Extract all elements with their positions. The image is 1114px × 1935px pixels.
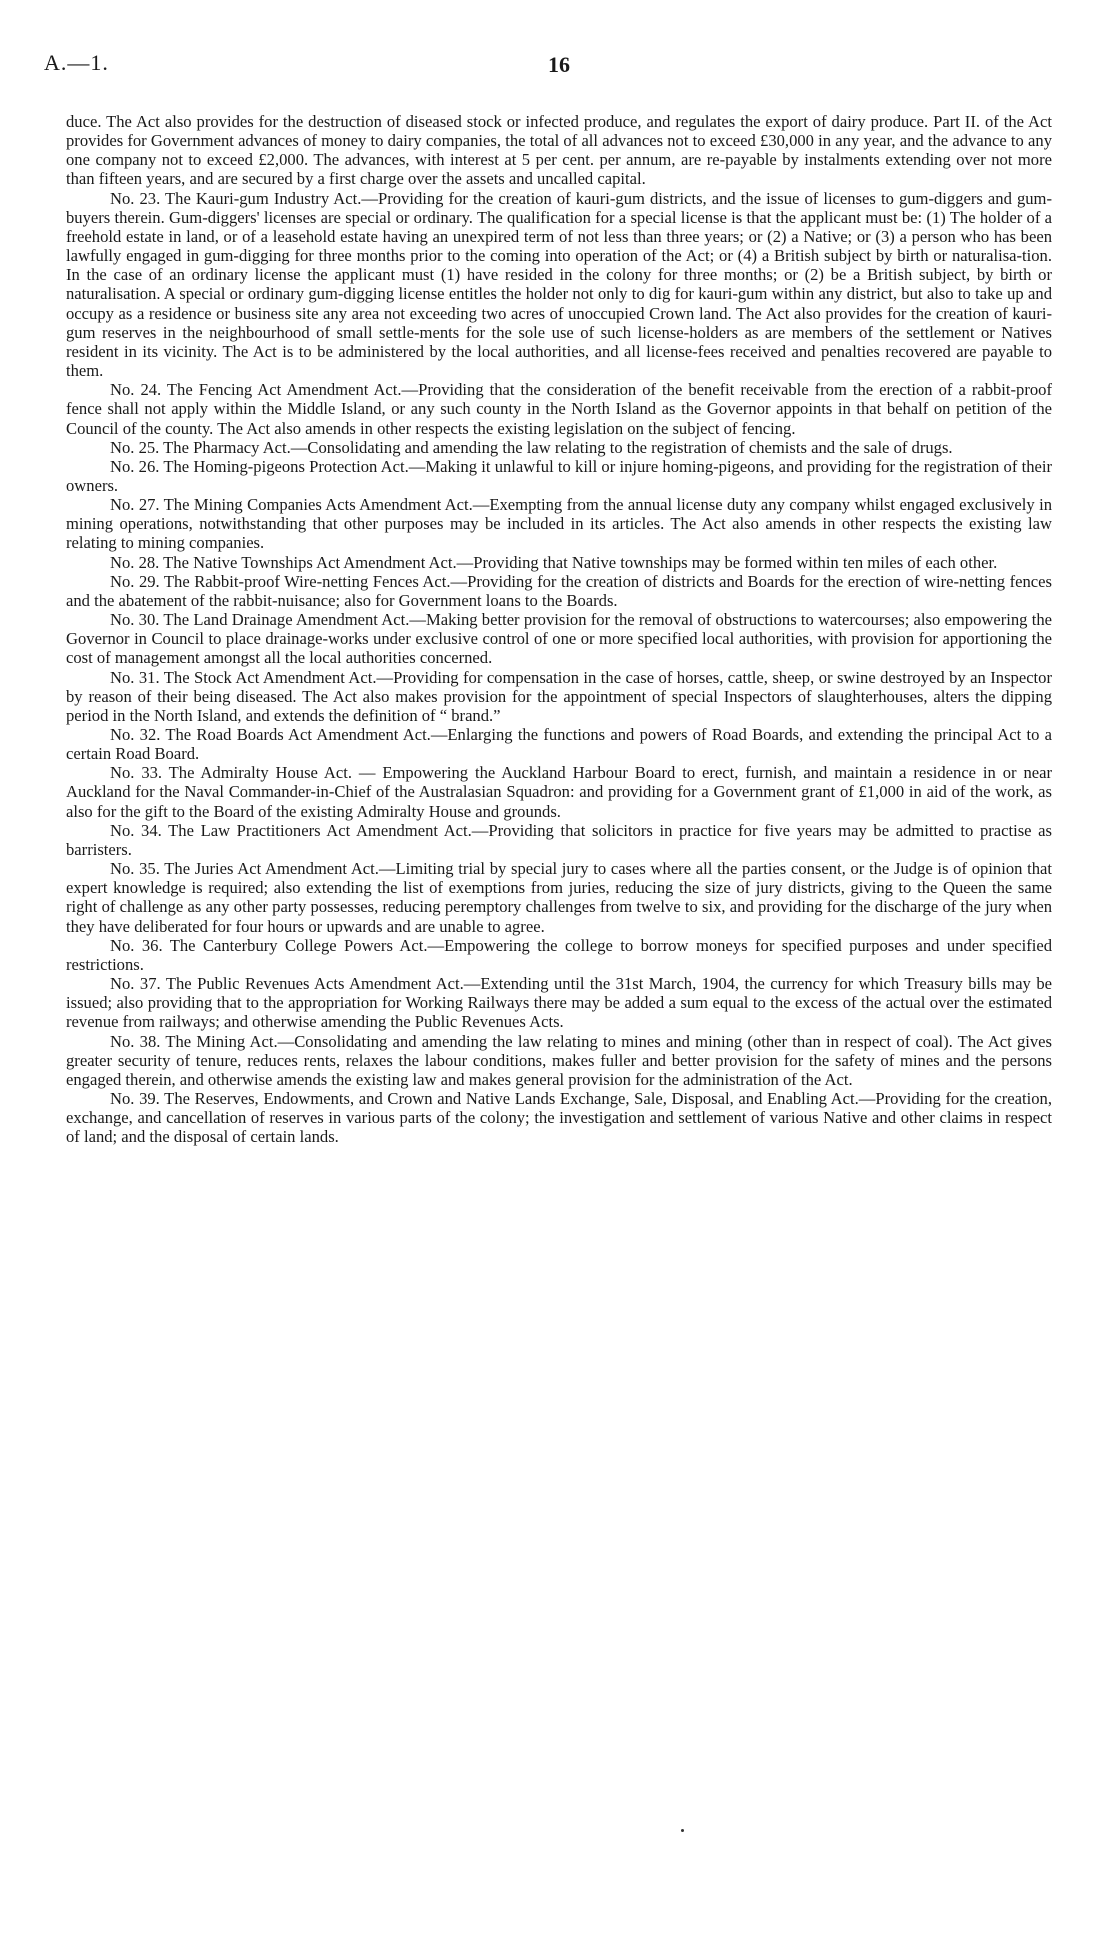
paragraph-act-30: No. 30. The Land Drainage Amendment Act.—Making better provision for the removal of obstructions to watercourses; also empowering the Governor in Council to place drainage-works under exclusive control of one or more specified local authorities, with provision for apportioning the cost of management amongst all the local authorities concerned. <box>66 610 1052 668</box>
paragraph-act-39: No. 39. The Reserves, Endowments, and Crown and Native Lands Exchange, Sale, Disposal, and Enabling Act.—Providing for the creation, exchange, and cancellation of reserves in various parts of the colony; the investigation and settlement of various Native and other claims in respect of land; and the disposal of certain lands. <box>66 1088 1052 1147</box>
paragraph-act-26: No. 26. The Homing-pigeons Protection Act.—Making it unlawful to kill or injure homing-pigeons, and providing for the registration of their owners. <box>66 456 1052 495</box>
paragraph-act-32: No. 32. The Road Boards Act Amendment Act.—Enlarging the functions and powers of Road Boards, and extending the principal Act to a certain Road Board. <box>66 725 1052 764</box>
paragraph-act-37: No. 37. The Public Revenues Acts Amendment Act.—Extending until the 31st March, 1904, the currency for which Treasury bills may be issued; also providing that to the appropriation for Working Railways there may be added a sum equal to the excess of the actual over the estimated revenue from railways; and otherwise amending the Public Revenues Acts. <box>66 974 1052 1032</box>
paragraph-act-23: No. 23. The Kauri-gum Industry Act.—Providing for the creation of kauri-gum districts, and the issue of licenses to gum-diggers and gum-buyers therein. Gum-diggers' licenses are special or ordinary. The qualification for a special license is that the applicant must be: (1) The holder of a freehold estate in land, or of a leasehold estate having an unexpired term of not less than three years; or (2) a Native; or (3) a person who has been lawfully engaged in gum-digging for three months prior to the coming into operation of the Act; or (4) a British subject by birth or naturalisa-tion. In the case of an ordinary license the applicant must (1) have resided in the colony for three months; or (2) be a British subject, by birth or naturalisation. A special or ordinary gum-digging license entitles the holder not only to dig for kauri-gum within any district, but also to take up and occupy as a residence or business site any area not exceeding two acres of unoccupied Crown land. The Act also provides for the creation of kauri-gum reserves in the neighbourhood of small settle-ments for the sole use of such license-holders as are members of the settlement or Natives resident in its vicinity. The Act is to be administered by the local authorities, and all license-fees received and penalties recovered are payable to them. <box>66 188 1052 381</box>
paragraph-act-24: No. 24. The Fencing Act Amendment Act.—Providing that the consideration of the benefit receivable from the erection of a rabbit-proof fence shall not apply within the Middle Island, or any such county in the North Island as the Governor appoints in that behalf on petition of the Council of the county. The Act also amends in other respects the existing legislation on the subject of fencing. <box>66 380 1052 438</box>
body-text <box>66 112 1052 1146</box>
paragraph-act-36: No. 36. The Canterbury College Powers Act.—Empowering the college to borrow moneys for specified purposes and under specified restrictions. <box>66 935 1052 974</box>
paragraph-act-33: No. 33. The Admiralty House Act. — Empowering the Auckland Harbour Board to erect, furnish, and maintain a residence in or near Auckland for the Naval Commander-in-Chief of the Australasian Squadron: and providing for a Government grant of £1,000 in aid of the work, as also for the gift to the Board of the existing Admiralty House and grounds. <box>66 763 1052 821</box>
paragraph-act-25: No. 25. The Pharmacy Act.—Consolidating and amending the law relating to the registration of chemists and the sale of drugs. <box>110 437 953 457</box>
paragraph-act-28: No. 28. The Native Townships Act Amendment Act.—Providing that Native townships may be formed within ten miles of each other. <box>110 552 998 572</box>
stray-ink-dot <box>681 1829 684 1832</box>
paragraph-act-38: No. 38. The Mining Act.—Consolidating and amending the law relating to mines and mining (other than in respect of coal). The Act gives greater security of tenure, reduces rents, relaxes the labour conditions, makes fuller and better provision for the safety of mines and the persons engaged therein, and otherwise amends the existing law and makes general provision for the administration of the Act. <box>66 1031 1052 1089</box>
paragraph-continuation: duce. The Act also provides for the destruction of diseased stock or infected produce, and regulates the export of dairy produce. Part II. of the Act provides for Government advances of money to dairy companies, the total of all advances not to exceed £30,000 in any year, and the advance to any one company not to exceed £2,000. The advances, with interest at 5 per cent. per annum, are re-payable by instalments extending over not more than fifteen years, and are secured by a first charge over the assets and uncalled capital. <box>66 112 1052 189</box>
paragraph-act-29: No. 29. The Rabbit-proof Wire-netting Fences Act.—Providing for the creation of districts and Boards for the erection of wire-netting fences and the abatement of the rabbit-nuisance; also for Government loans to the Boards. <box>66 571 1052 610</box>
page-number: 16 <box>548 52 570 77</box>
page-reference: A.—1. <box>44 50 109 75</box>
paragraph-act-35: No. 35. The Juries Act Amendment Act.—Limiting trial by special jury to cases where all the parties consent, or the Judge is of opinion that expert knowledge is required; also extending the list of exemptions from juries, reducing the size of jury districts, giving to the Queen the same right of challenge as any other party possesses, reducing peremptory challenges from twelve to six, and providing for the discharge of the jury when they have deliberated for four hours or upwards and are unable to agree. <box>66 859 1052 936</box>
paragraph-act-31: No. 31. The Stock Act Amendment Act.—Providing for compensation in the case of horses, cattle, sheep, or swine destroyed by an Inspector by reason of their being diseased. The Act also makes provision for the appointment of special Inspectors of slaughterhouses, alters the dipping period in the North Island, and extends the definition of “ brand.” <box>66 667 1052 725</box>
paragraph-act-27: No. 27. The Mining Companies Acts Amendment Act.—Exempting from the annual license duty any company whilst engaged exclusively in mining operations, notwithstanding that other purposes may be included in its articles. The Act also amends in other respects the existing law relating to mining companies. <box>66 495 1052 553</box>
paragraph-act-34: No. 34. The Law Practitioners Act Amendment Act.—Providing that solicitors in practice for five years may be admitted to practise as barristers. <box>66 820 1052 859</box>
